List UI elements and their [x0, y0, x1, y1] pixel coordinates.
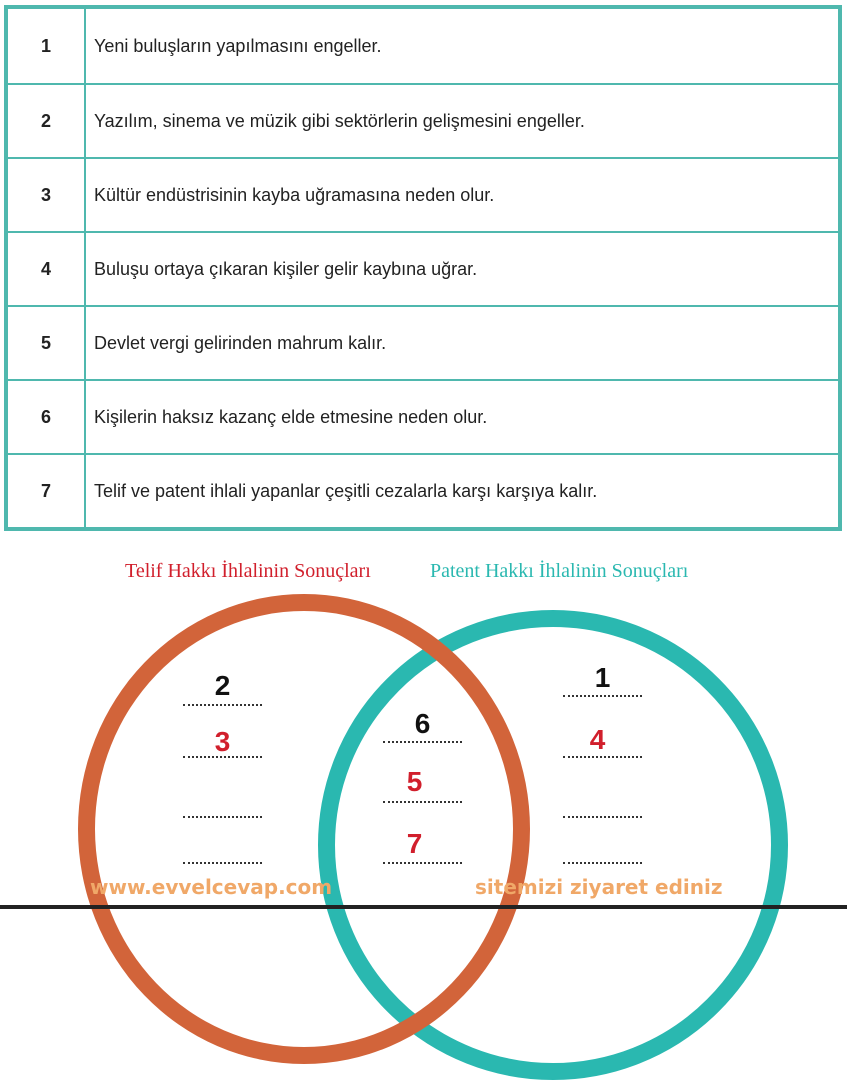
- table-row: [8, 157, 838, 231]
- answer-blank[interactable]: [563, 695, 642, 697]
- left-answer: 3: [214, 726, 231, 757]
- row-number: 1: [8, 9, 86, 83]
- row-number: 5: [8, 307, 86, 379]
- right-answer: 1: [594, 662, 611, 693]
- answer-blank[interactable]: [383, 862, 462, 864]
- answer-blank[interactable]: [563, 862, 642, 864]
- telif-circle: [78, 594, 530, 1064]
- watermark-slogan: sitemizi ziyaret ediniz: [475, 875, 723, 899]
- row-number: 6: [8, 381, 86, 453]
- middle-answer: 6: [414, 708, 431, 739]
- row-text: Kişilerin haksız kazanç elde etmesine neden olur.: [94, 406, 488, 427]
- right-venn-title: Patent Hakkı İhlalinin Sonuçları: [430, 560, 689, 582]
- row-text: Buluşu ortaya çıkaran kişiler gelir kaybına uğrar.: [94, 258, 478, 279]
- table-row: [8, 379, 838, 453]
- row-text: Telif ve patent ihlali yapanlar çeşitli cezalarla karşı karşıya kalır.: [94, 480, 598, 501]
- row-number: 2: [8, 85, 86, 157]
- row-text: Yazılım, sinema ve müzik gibi sektörlerin gelişmesini engeller.: [94, 110, 585, 131]
- answer-blank[interactable]: [183, 862, 262, 864]
- row-number: 3: [8, 159, 86, 231]
- row-number: 4: [8, 233, 86, 305]
- table-row: [8, 9, 838, 83]
- table-row: [8, 231, 838, 305]
- table-row: [8, 453, 838, 527]
- table-row: [8, 305, 838, 379]
- left-answer: 2: [214, 670, 231, 701]
- answer-blank[interactable]: [383, 741, 462, 743]
- middle-answer: 7: [406, 828, 423, 859]
- answer-blank[interactable]: [183, 704, 262, 706]
- row-text: Kültür endüstrisinin kayba uğramasına neden olur.: [94, 184, 495, 205]
- left-venn-title: Telif Hakkı İhlalinin Sonuçları: [125, 560, 371, 582]
- table-row: [8, 83, 838, 157]
- middle-answer: 5: [406, 766, 423, 797]
- right-answer: 4: [589, 724, 606, 755]
- bottom-border: [0, 905, 847, 909]
- row-text: Yeni buluşların yapılmasını engeller.: [94, 35, 382, 56]
- row-text: Devlet vergi gelirinden mahrum kalır.: [94, 332, 387, 353]
- answer-blank[interactable]: [563, 756, 642, 758]
- watermark-site: www.evvelcevap.com: [90, 875, 333, 899]
- answer-blank[interactable]: [563, 816, 642, 818]
- row-number: 7: [8, 455, 86, 527]
- answer-blank[interactable]: [183, 816, 262, 818]
- answer-blank[interactable]: [383, 801, 462, 803]
- consequences-table: [4, 5, 842, 531]
